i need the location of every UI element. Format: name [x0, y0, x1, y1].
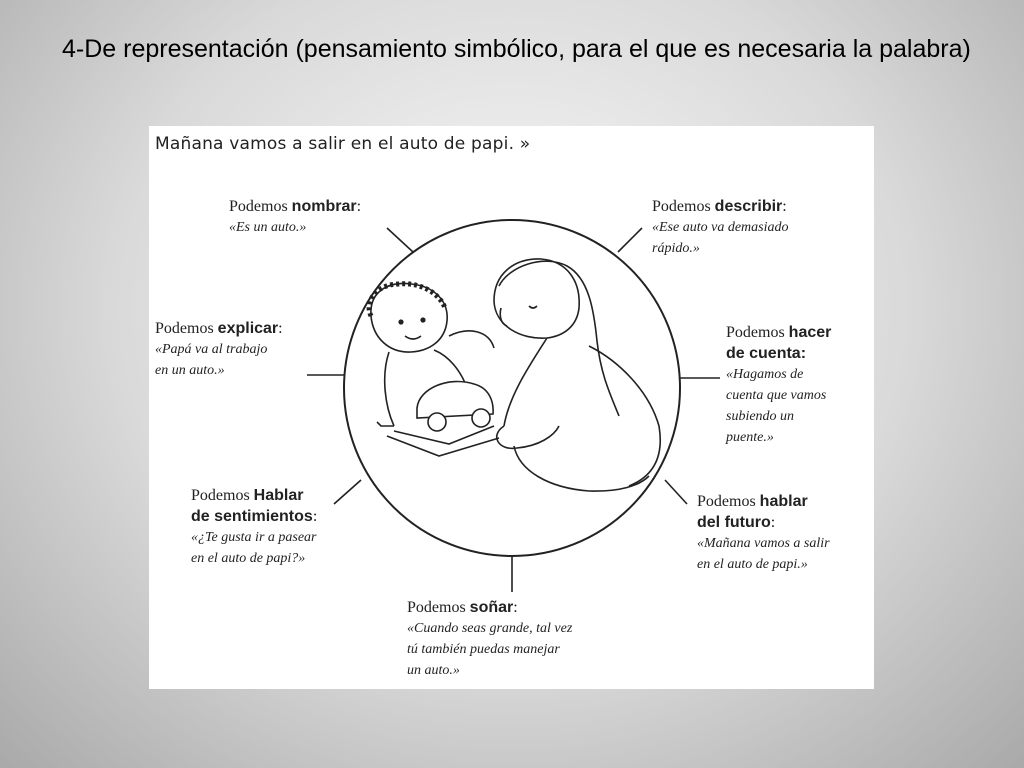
label-describir: Podemos describir: «Ese auto va demasiado rápido.» — [652, 196, 788, 259]
example-hablar-sentimientos: «¿Te gusta ir a pasear en el auto de papi?» — [191, 530, 317, 566]
label-nombrar: Podemos nombrar: «Es un auto.» — [229, 196, 361, 238]
example-sonar: «Cuando seas grande, tal vez tú también puedas manejar un auto.» — [407, 621, 573, 678]
label-explicar: Podemos explicar: «Papá va al trabajo en un auto.» — [155, 318, 283, 381]
woman-figure — [494, 259, 660, 491]
example-nombrar: «Es un auto.» — [229, 220, 307, 235]
label-hacer-de-cuenta: Podemos hacer de cuenta: «Hagamos de cuenta que vamos subiendo un puente.» — [726, 322, 831, 448]
example-explicar: «Papá va al trabajo en un auto.» — [155, 342, 268, 378]
example-describir: «Ese auto va demasiado rápido.» — [652, 220, 789, 256]
panel-heading: Mañana vamos a salir en el auto de papi. » — [155, 134, 531, 154]
toy-car-figure — [387, 381, 499, 456]
diagram-panel — [149, 126, 874, 689]
example-hacer-de-cuenta: «Hagamos de cuenta que vamos subiendo un puente.» — [726, 367, 827, 445]
label-hablar-sentimientos: Podemos Hablar de sentimientos: «¿Te gusta ir a pasear en el auto de papi?» — [191, 485, 317, 569]
label-sonar: Podemos soñar: «Cuando seas grande, tal vez tú también puedas manejar un auto.» — [407, 597, 572, 681]
example-hablar-futuro: «Mañana vamos a salir en el auto de papi.» — [697, 536, 830, 572]
slide-title: 4-De representación (pensamiento simbólico, para el que es necesaria la palabra) — [62, 35, 971, 63]
label-hablar-futuro: Podemos hablar del futuro: «Mañana vamos a salir en el auto de papi.» — [697, 491, 830, 575]
